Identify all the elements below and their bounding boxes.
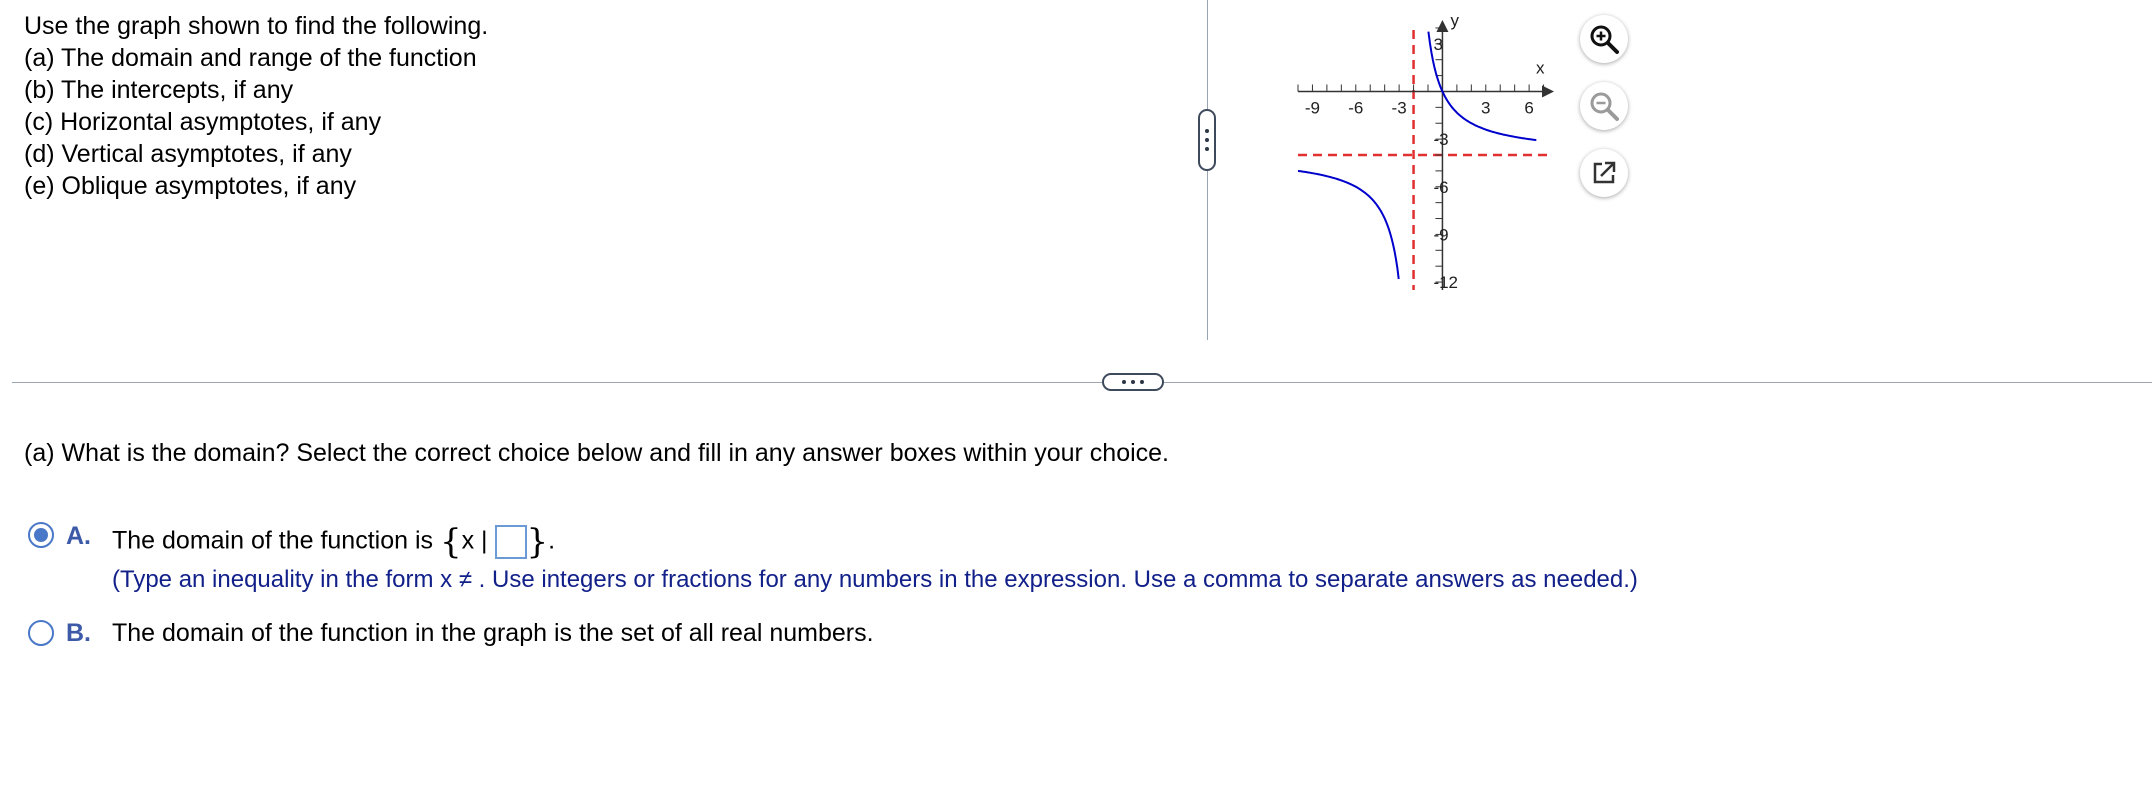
choice-a-text: The domain of the function is (112, 526, 440, 555)
choice-a-statement (112, 522, 555, 562)
question-item-d: (d) Vertical asymptotes, if any (24, 140, 352, 168)
zoom-out-button[interactable] (1580, 82, 1628, 130)
choice-b-radio[interactable] (28, 620, 54, 646)
vertical-resize-handle[interactable] (1198, 109, 1216, 171)
y-tick-label: -6 (1433, 177, 1449, 197)
y-axis-arrow (1436, 20, 1448, 32)
domain-answer-box[interactable] (495, 525, 527, 559)
choice-b-text: The domain of the function in the graph is the set of all real numbers. (112, 619, 874, 647)
part-a-prompt: (a) What is the domain? Select the correct choice below and fill in any answer boxes within your choice. (24, 439, 1170, 467)
set-period: . (548, 526, 556, 555)
choice-a-hint: (Type an inequality in the form x ≠ . Use integers or fractions for any numbers in the expression. Use a comma to separate answers as needed.) (112, 566, 1638, 593)
x-tick-label: 3 (1481, 98, 1491, 118)
x-tick-label: -3 (1391, 98, 1407, 118)
set-variable: x | (461, 526, 488, 555)
question-item-e: (e) Oblique asymptotes, if any (24, 172, 357, 200)
zoom-out-icon (1587, 89, 1621, 123)
y-axis-label: y (1450, 11, 1459, 30)
choice-b-letter: B. (66, 619, 91, 647)
question-item-c: (c) Horizontal asymptotes, if any (24, 108, 382, 136)
function-graph (1290, 10, 1580, 300)
x-tick-label: 6 (1524, 98, 1534, 118)
choice-a-radio[interactable] (28, 522, 54, 548)
set-close-brace: } (526, 522, 549, 562)
y-tick-label: -12 (1433, 273, 1459, 293)
y-tick-label: -9 (1433, 225, 1449, 245)
zoom-in-button[interactable] (1580, 15, 1628, 63)
curve-left-branch (1298, 171, 1399, 279)
popout-icon (1589, 158, 1619, 188)
question-item-a: (a) The domain and range of the function (24, 44, 477, 72)
y-tick-label: -3 (1433, 130, 1449, 150)
question-item-b: (b) The intercepts, if any (24, 76, 294, 104)
x-tick-label: -6 (1348, 98, 1364, 118)
set-open-brace: { (439, 522, 462, 562)
x-tick-label: -9 (1304, 98, 1321, 118)
curve-right-branch (1428, 32, 1536, 141)
y-tick-label: 3 (1433, 34, 1443, 54)
zoom-in-icon (1587, 22, 1621, 56)
x-axis-label: x (1536, 58, 1545, 78)
popout-button[interactable] (1580, 149, 1628, 197)
horizontal-divider (12, 382, 2152, 383)
choice-a-letter: A. (66, 522, 91, 550)
horizontal-resize-handle[interactable] (1102, 373, 1164, 391)
question-intro: Use the graph shown to find the following. (24, 12, 489, 40)
